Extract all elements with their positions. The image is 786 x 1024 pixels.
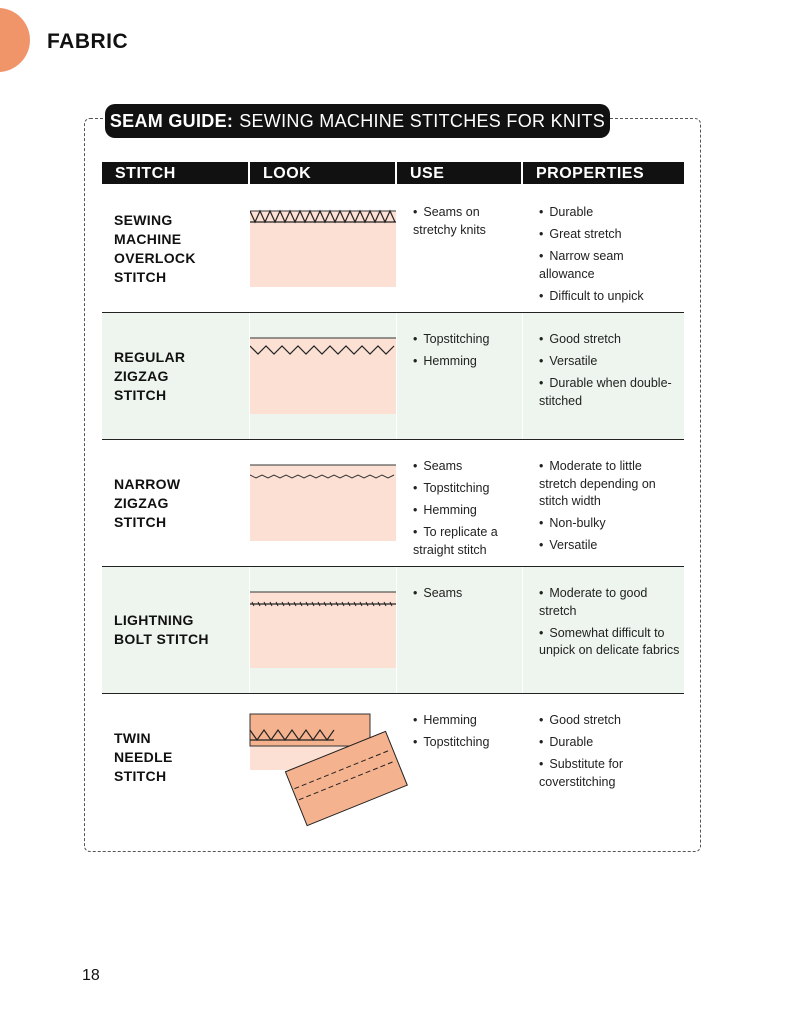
list-item: • Moderate to little stretch depending on stitch width <box>539 458 681 511</box>
guide-title-bold: SEAM GUIDE: <box>109 110 234 131</box>
stitch-name: NARROW ZIGZAG STITCH <box>114 475 181 530</box>
use-list <box>413 712 518 756</box>
list-item: • Narrow seam allowance <box>539 248 681 283</box>
list-item: • Good stretch <box>539 712 681 730</box>
list-item: • Great stretch <box>539 226 681 244</box>
header-properties: PROPERTIES <box>523 162 684 184</box>
narrow-zigzag-stitch-illustration <box>250 440 396 566</box>
guide-title-rest: SEWING MACHINE STITCHES FOR KNITS <box>239 110 606 131</box>
table-row <box>102 440 684 567</box>
list-item: • Seams <box>413 585 518 603</box>
table-row <box>102 694 684 821</box>
list-item: • Topstitching <box>413 331 518 349</box>
list-item: • Good stretch <box>539 331 681 349</box>
stitch-name: TWIN NEEDLE STITCH <box>114 730 173 784</box>
list-item: • Versatile <box>539 353 681 371</box>
page-number: 18 <box>82 967 100 984</box>
list-item: • Non-bulky <box>539 515 681 533</box>
list-item: • Durable <box>539 734 681 752</box>
list-item: • Versatile <box>539 537 681 555</box>
table-row <box>102 186 684 313</box>
properties-list <box>539 458 681 559</box>
list-item: • Hemming <box>413 353 518 371</box>
table-row <box>102 567 684 694</box>
stitch-name: LIGHTNING BOLT STITCH <box>114 612 209 647</box>
list-item: • Hemming <box>413 502 518 520</box>
zigzag-stitch-illustration <box>250 313 396 439</box>
list-item: • Topstitching <box>413 734 518 752</box>
use-list <box>413 331 518 375</box>
list-item: • Durable when double-stitched <box>539 375 681 410</box>
stitch-table <box>102 186 684 821</box>
table-row <box>102 313 684 440</box>
header-use: USE <box>397 162 521 184</box>
section-title: FABRIC <box>47 30 129 53</box>
stitch-name: SEWING MACHINE OVERLOCK STITCH <box>114 212 196 285</box>
list-item: • Somewhat difficult to unpick on delicate fabrics <box>539 625 681 660</box>
list-item: • Hemming <box>413 712 518 730</box>
list-item: • Durable <box>539 204 681 222</box>
use-list <box>413 204 518 244</box>
use-list <box>413 458 518 564</box>
properties-list <box>539 204 681 310</box>
table-header <box>102 162 684 184</box>
list-item: • Moderate to good stretch <box>539 585 681 620</box>
list-item: • Difficult to unpick <box>539 288 681 306</box>
list-item: • To replicate a straight stitch <box>413 524 518 559</box>
twin-needle-stitch-illustration <box>250 694 396 820</box>
header-stitch: STITCH <box>102 162 248 184</box>
properties-list <box>539 331 681 415</box>
properties-list <box>539 585 681 664</box>
lightning-bolt-stitch-illustration <box>250 567 396 693</box>
overlock-stitch-illustration <box>250 186 396 312</box>
list-item: • Seams on stretchy knits <box>413 204 518 239</box>
list-item: • Substitute for coverstitching <box>539 756 681 791</box>
stitch-name: REGULAR ZIGZAG STITCH <box>114 348 186 403</box>
header-look: LOOK <box>250 162 395 184</box>
use-list <box>413 585 518 607</box>
section-tab-marker <box>0 8 30 72</box>
list-item: • Seams <box>413 458 518 476</box>
properties-list <box>539 712 681 796</box>
list-item: • Topstitching <box>413 480 518 498</box>
guide-title <box>105 104 610 138</box>
